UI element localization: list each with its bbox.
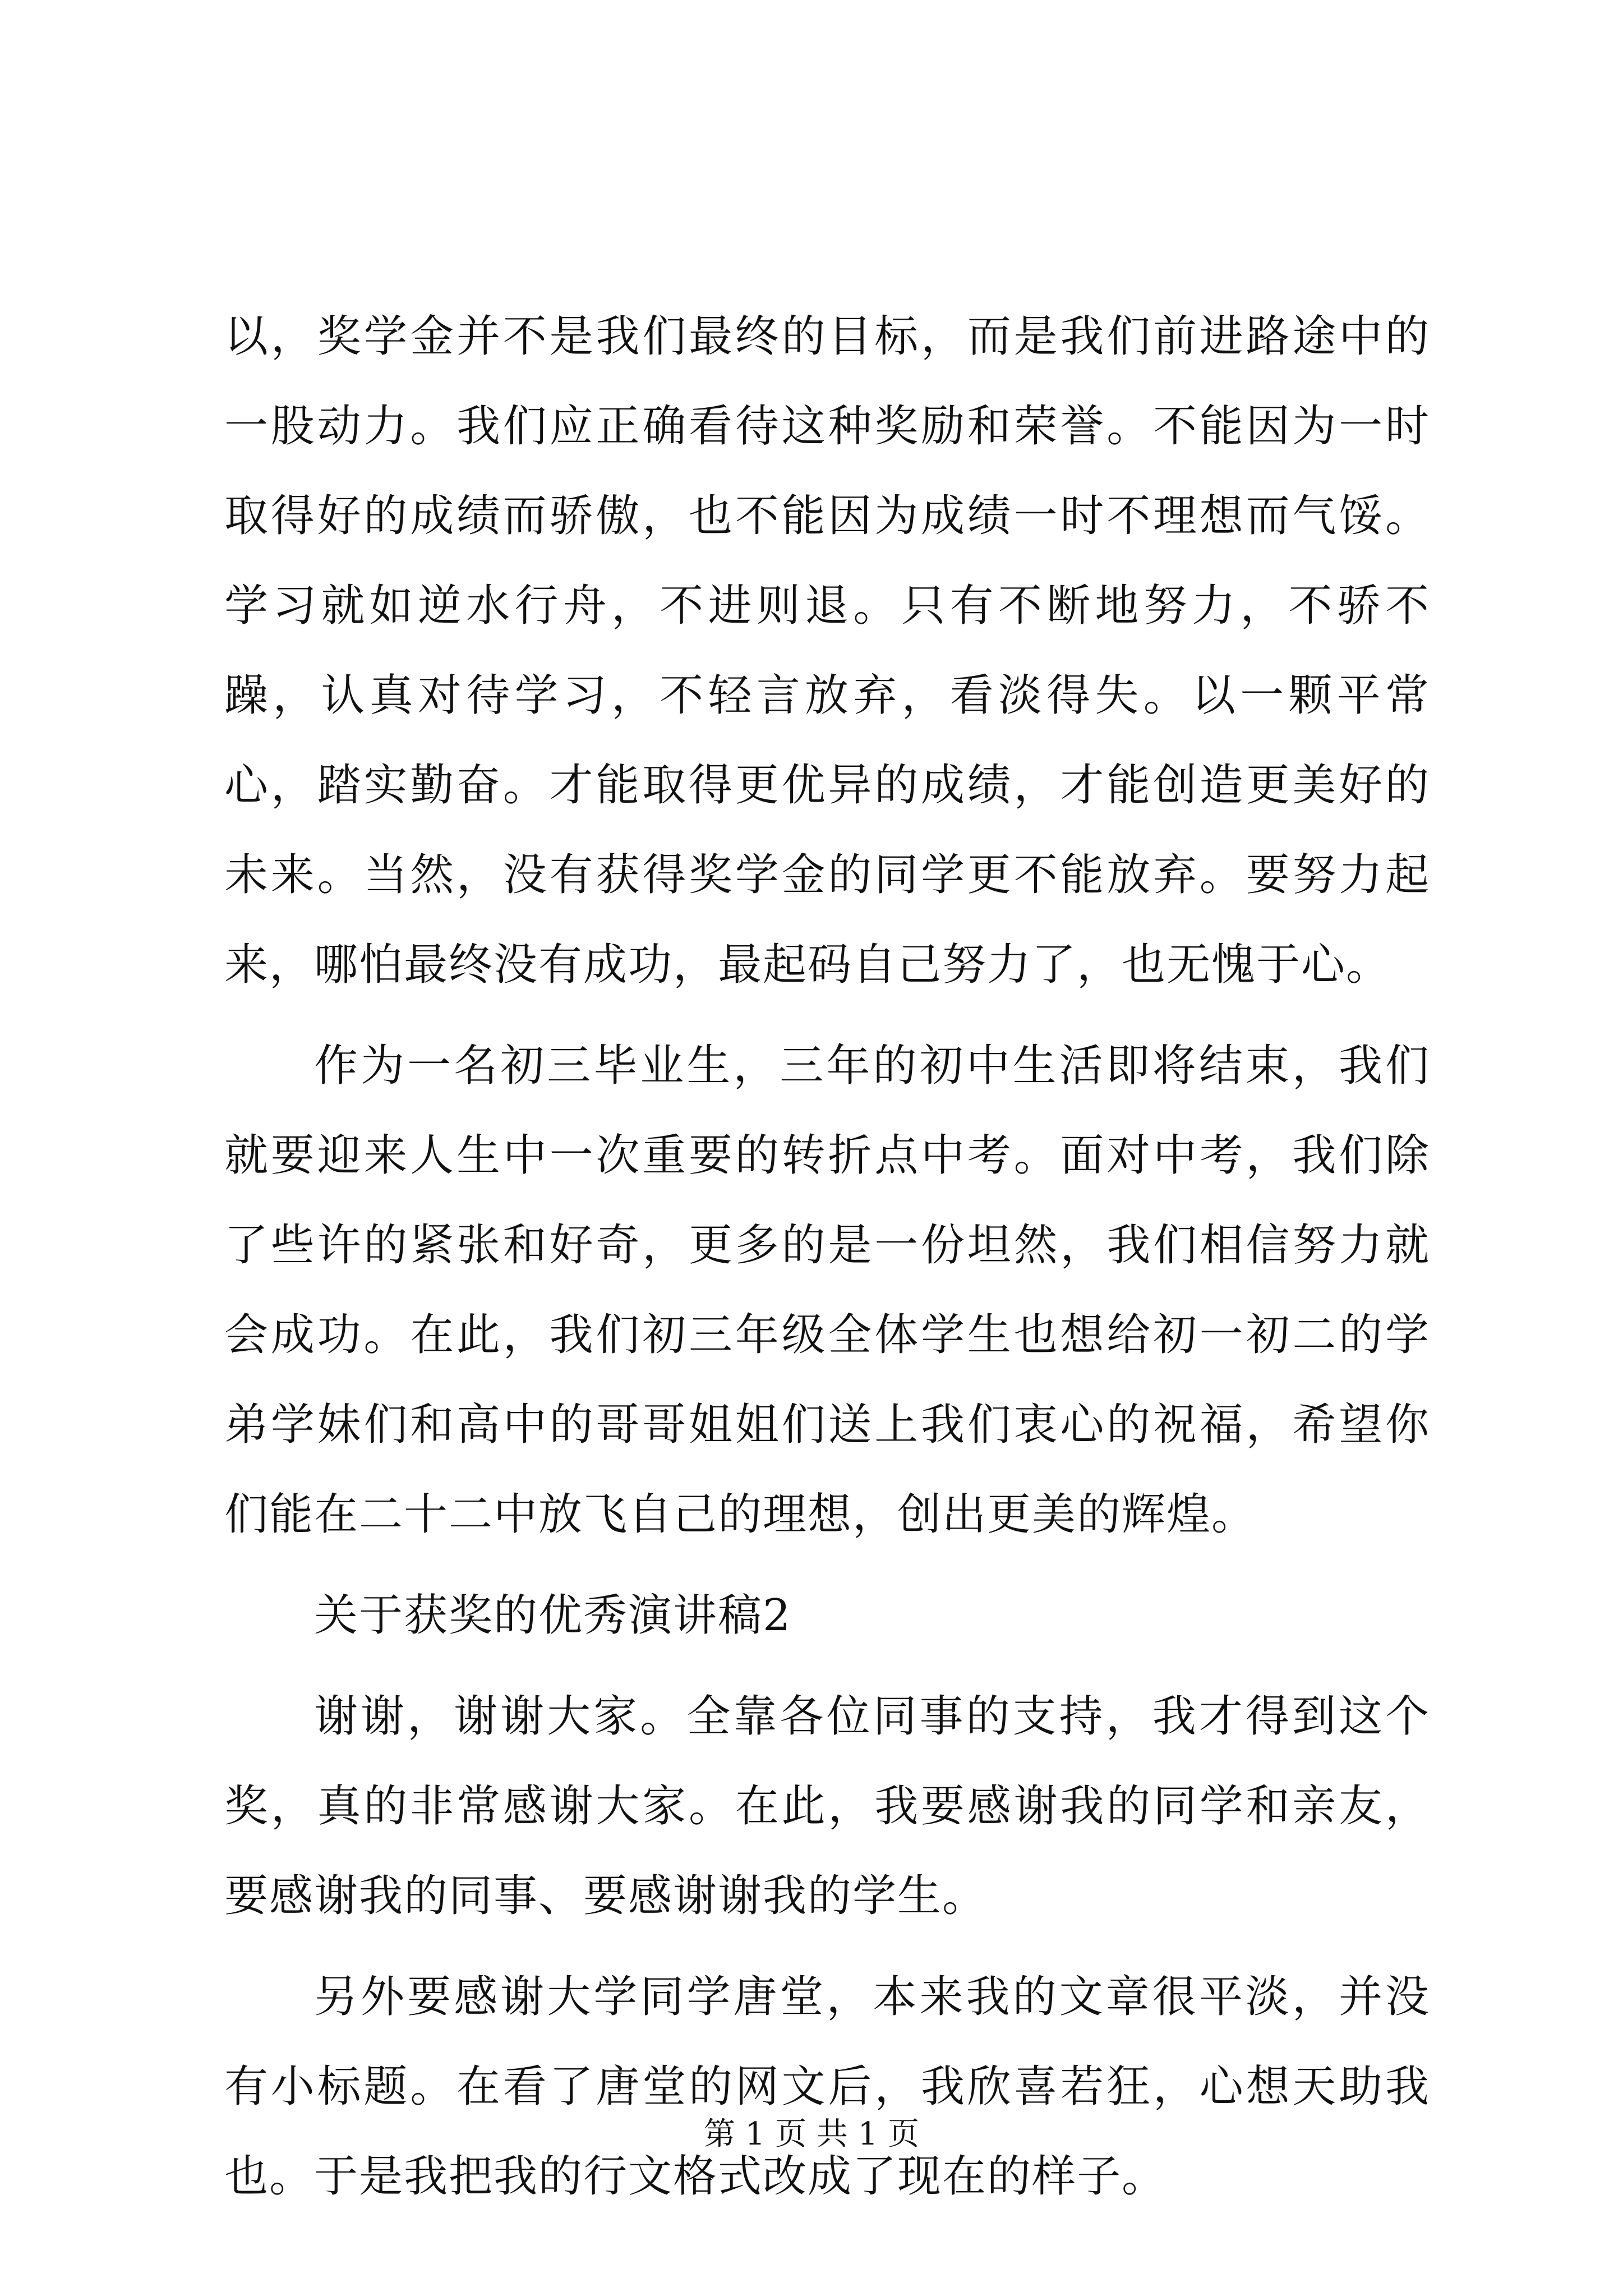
- paragraph-graduate: 作为一名初三毕业生，三年的初中生活即将结束，我们就要迎来人生中一次重要的转折点中考。面对中考，我们除了些许的紧张和好奇，更多的是一份坦然，我们相信努力就会成功。在此，我们初三年级全体学生也想给初一初二的学弟学妹们和高中的哥哥姐姐们送上我们衷心的祝福，希望你们能在二十二中放飞自己的理想，创出更美的辉煌。: [224, 1041, 1430, 1540]
- section-heading: 关于获奖的优秀演讲稿2: [314, 1590, 792, 1641]
- paragraph-continuation: 以，奖学金并不是我们最终的目标，而是我们前进路途中的一股动力。我们应正确看待这种奖励和荣誉。不能因为一时取得好的成绩而骄傲，也不能因为成绩一时不理想而气馁。学习就如逆水行舟，不进则退。只有不断地努力，不骄不躁，认真对待学习，不轻言放弃，看淡得失。以一颗平常心，踏实勤奋。才能取得更优异的成绩，才能创造更美好的未来。当然，没有获得奖学金的同学更不能放弃。要努力起来，哪怕最终没有成功，最起码自己努力了，也无愧于心。: [224, 311, 1430, 990]
- page-footer: 第 1 页 共 1 页: [703, 2116, 920, 2152]
- paragraph-thanks: 谢谢，谢谢大家。全靠各位同事的支持，我才得到这个奖，真的非常感谢大家。在此，我要感谢我的同学和亲友，要感谢我的同事、要感谢谢我的学生。: [224, 1691, 1430, 1921]
- document-body: [224, 292, 1430, 2233]
- paragraph-acknowledgement: 另外要感谢大学同学唐堂，本来我的文章很平淡，并没有小标题。在看了唐堂的网文后，我欣喜若狂，心想天助我也。于是我把我的行文格式改成了现在的样子。: [224, 1972, 1430, 2202]
